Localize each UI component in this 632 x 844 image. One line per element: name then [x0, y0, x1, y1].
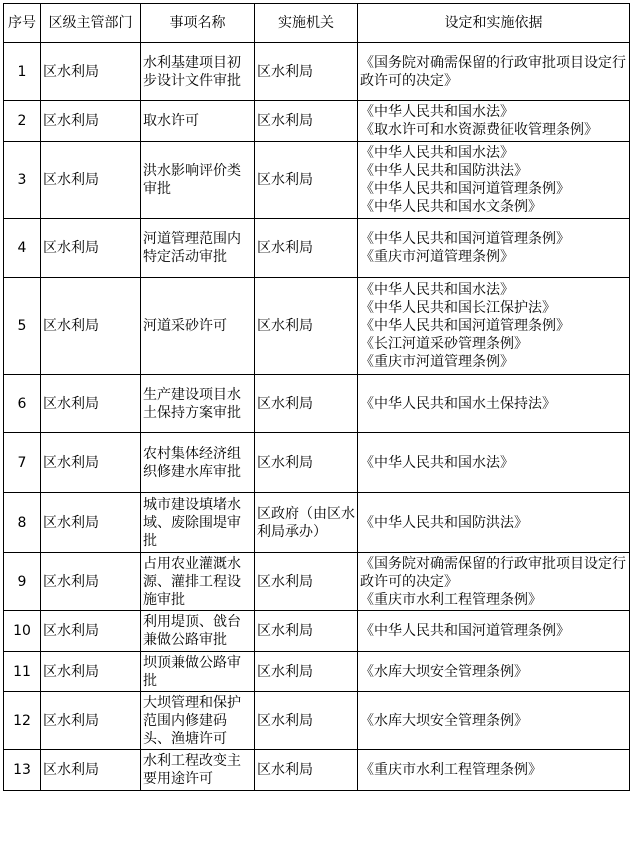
row-basis — [358, 43, 630, 101]
row-item: 河道采砂许可 — [141, 278, 255, 375]
row-dept: 区水利局 — [41, 433, 141, 493]
row-dept: 区水利局 — [41, 553, 141, 611]
row-no: 1 — [4, 43, 41, 101]
basis-line: 《长江河道采砂管理条例》 — [360, 336, 528, 352]
basis-line: 《中华人民共和国水文条例》 — [360, 199, 542, 215]
row-agency: 区政府（由区水利局承办） — [255, 493, 358, 553]
header-item: 事项名称 — [141, 4, 255, 43]
row-agency: 区水利局 — [255, 611, 358, 652]
row-dept: 区水利局 — [41, 652, 141, 692]
header-no: 序号 — [4, 4, 41, 43]
table-row — [4, 652, 630, 692]
row-dept: 区水利局 — [41, 43, 141, 101]
basis-line: 《取水许可和水资源费征收管理条例》 — [360, 122, 598, 138]
row-item: 大坝管理和保护范围内修建码头、渔塘许可 — [141, 692, 255, 750]
table-row — [4, 750, 630, 791]
basis-line: 《中华人民共和国河道管理条例》 — [360, 623, 570, 639]
row-item: 水利基建项目初步设计文件审批 — [141, 43, 255, 101]
row-item: 洪水影响评价类审批 — [141, 142, 255, 219]
basis-line: 《重庆市水利工程管理条例》 — [360, 762, 542, 778]
row-dept: 区水利局 — [41, 493, 141, 553]
basis-line: 《中华人民共和国水法》 — [360, 454, 514, 471]
basis-line: 《水库大坝安全管理条例》 — [360, 712, 528, 729]
row-item: 坝顶兼做公路审批 — [141, 652, 255, 692]
row-agency: 区水利局 — [255, 553, 358, 611]
basis-line: 《重庆市河道管理条例》 — [360, 249, 514, 265]
approval-items-table — [3, 3, 630, 791]
header-dept: 区级主管部门 — [41, 4, 141, 43]
row-item: 利用堤顶、戗台兼做公路审批 — [141, 611, 255, 652]
row-basis — [358, 750, 630, 791]
basis-line: 《中华人民共和国河道管理条例》 — [360, 231, 570, 247]
row-dept: 区水利局 — [41, 750, 141, 791]
basis-line: 《中华人民共和国河道管理条例》 — [360, 318, 570, 334]
row-no: 3 — [4, 142, 41, 219]
row-no: 9 — [4, 553, 41, 611]
row-dept: 区水利局 — [41, 375, 141, 433]
row-agency: 区水利局 — [255, 750, 358, 791]
row-agency: 区水利局 — [255, 375, 358, 433]
row-agency: 区水利局 — [255, 142, 358, 219]
basis-line: 《中华人民共和国防洪法》 — [360, 514, 528, 531]
row-item: 城市建设填堵水域、废除围堤审批 — [141, 493, 255, 553]
basis-line: 《重庆市河道管理条例》 — [360, 354, 514, 370]
row-basis — [358, 278, 630, 375]
basis-line: 《中华人民共和国河道管理条例》 — [360, 181, 570, 197]
row-no: 12 — [4, 692, 41, 750]
row-basis — [358, 375, 630, 433]
table-row — [4, 553, 630, 611]
header-agency: 实施机关 — [255, 4, 358, 43]
row-no: 13 — [4, 750, 41, 791]
table-row — [4, 692, 630, 750]
header-basis: 设定和实施依据 — [358, 4, 630, 43]
row-basis — [358, 611, 630, 652]
table-row — [4, 493, 630, 553]
row-item: 取水许可 — [141, 101, 255, 142]
row-agency: 区水利局 — [255, 219, 358, 278]
basis-line: 《中华人民共和国水法》 — [360, 104, 514, 120]
table-header-row — [4, 4, 630, 43]
row-agency: 区水利局 — [255, 692, 358, 750]
row-dept: 区水利局 — [41, 692, 141, 750]
row-basis — [358, 142, 630, 219]
row-no: 6 — [4, 375, 41, 433]
table-row — [4, 611, 630, 652]
basis-line: 《中华人民共和国长江保护法》 — [360, 300, 556, 316]
row-basis — [358, 433, 630, 493]
row-agency: 区水利局 — [255, 43, 358, 101]
row-dept: 区水利局 — [41, 142, 141, 219]
row-agency: 区水利局 — [255, 652, 358, 692]
row-basis — [358, 652, 630, 692]
table-row — [4, 142, 630, 219]
row-dept: 区水利局 — [41, 219, 141, 278]
row-no: 5 — [4, 278, 41, 375]
table-row — [4, 278, 630, 375]
row-agency: 区水利局 — [255, 433, 358, 493]
row-basis — [358, 219, 630, 278]
table-row — [4, 433, 630, 493]
table-row — [4, 101, 630, 142]
row-dept: 区水利局 — [41, 101, 141, 142]
row-dept: 区水利局 — [41, 611, 141, 652]
basis-line: 《中华人民共和国防洪法》 — [360, 163, 528, 179]
row-item: 水利工程改变主要用途许可 — [141, 750, 255, 791]
row-agency: 区水利局 — [255, 101, 358, 142]
row-agency: 区水利局 — [255, 278, 358, 375]
row-dept: 区水利局 — [41, 278, 141, 375]
row-basis — [358, 493, 630, 553]
table-row — [4, 375, 630, 433]
basis-line: 《国务院对确需保留的行政审批项目设定行政许可的决定》 — [360, 54, 626, 89]
basis-line: 《中华人民共和国水法》 — [360, 282, 514, 298]
basis-line: 《国务院对确需保留的行政审批项目设定行政许可的决定》 — [360, 555, 626, 590]
row-no: 4 — [4, 219, 41, 278]
row-item: 占用农业灌溉水源、灌排工程设施审批 — [141, 553, 255, 611]
basis-line: 《中华人民共和国水法》 — [360, 145, 514, 161]
row-item: 生产建设项目水土保持方案审批 — [141, 375, 255, 433]
row-no: 11 — [4, 652, 41, 692]
row-no: 2 — [4, 101, 41, 142]
row-no: 8 — [4, 493, 41, 553]
row-no: 7 — [4, 433, 41, 493]
row-basis — [358, 553, 630, 611]
row-no: 10 — [4, 611, 41, 652]
table-row — [4, 43, 630, 101]
basis-line: 《中华人民共和国水土保持法》 — [360, 395, 556, 412]
basis-line: 《重庆市水利工程管理条例》 — [360, 591, 542, 608]
row-item: 农村集体经济组织修建水库审批 — [141, 433, 255, 493]
table-row — [4, 219, 630, 278]
row-item: 河道管理范围内特定活动审批 — [141, 219, 255, 278]
row-basis — [358, 692, 630, 750]
row-basis — [358, 101, 630, 142]
basis-line: 《水库大坝安全管理条例》 — [360, 663, 528, 680]
